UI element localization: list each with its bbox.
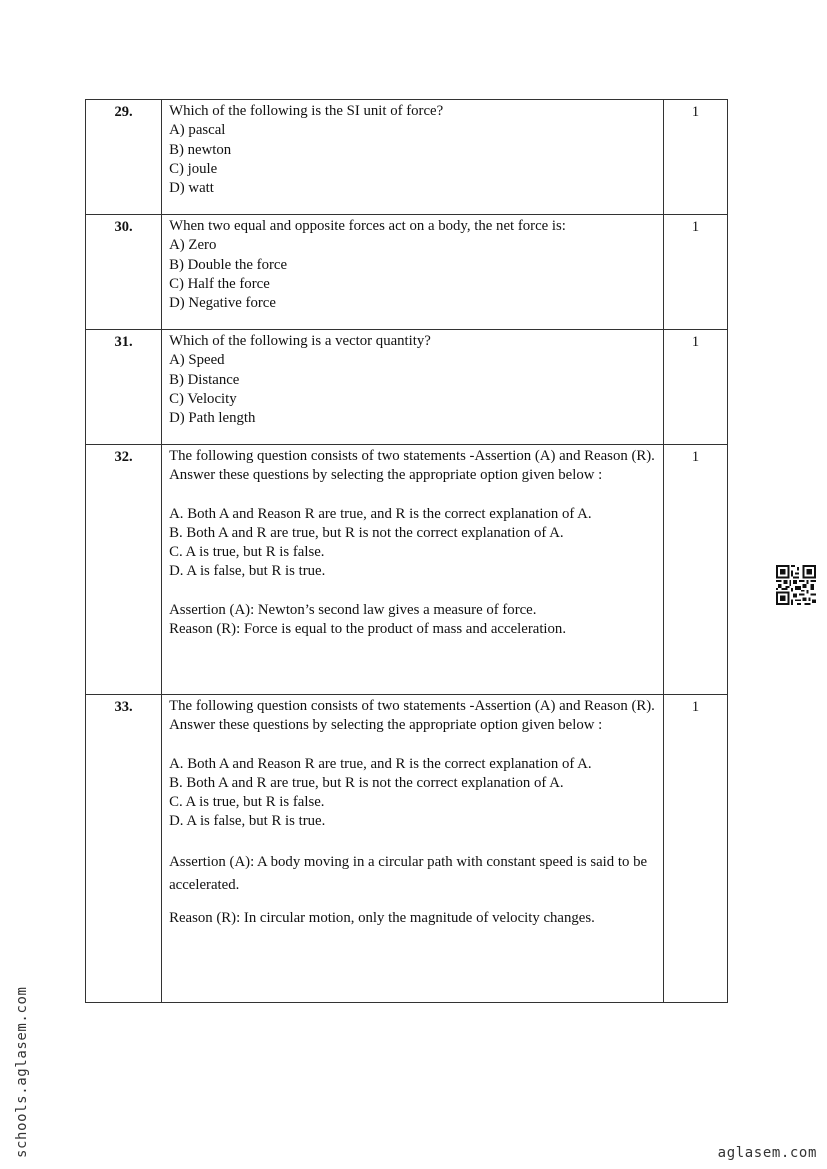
option-a: A) Speed: [169, 352, 225, 369]
option-d: D. A is false, but R is true.: [169, 563, 326, 580]
question-text: [162, 330, 664, 445]
question-row-33: [86, 695, 728, 1003]
question-marks: 1: [663, 445, 727, 695]
question-number: 32.: [86, 445, 162, 695]
option-c: C) joule: [169, 160, 218, 177]
question-row-32: [86, 445, 728, 695]
option-d: D) Path length: [169, 410, 256, 427]
question-marks: 1: [663, 100, 727, 215]
option-b: B. Both A and R are true, but R is not the correct explanation of A.: [169, 774, 564, 791]
question-text: [162, 695, 664, 1003]
question-intro: The following question consists of two statements -Assertion (A) and Reason (R). Answer these questions by selecting the appropriate option given below :: [169, 448, 655, 484]
option-c: C. A is true, but R is false.: [169, 544, 325, 561]
question-intro: The following question consists of two statements -Assertion (A) and Reason (R). Answer these questions by selecting the appropriate option given below :: [169, 698, 655, 734]
option-d: D. A is false, but R is true.: [169, 813, 326, 830]
question-stem: Which of the following is the SI unit of force?: [169, 103, 444, 119]
question-row-29: [86, 100, 728, 215]
option-a: A. Both A and Reason R are true, and R is the correct explanation of A.: [169, 505, 592, 522]
option-d: D) Negative force: [169, 295, 276, 312]
watermark-right: aglasem.com: [717, 1145, 817, 1161]
question-number: 30.: [86, 215, 162, 330]
question-text: [162, 215, 664, 330]
question-stem: When two equal and opposite forces act on a body, the net force is:: [169, 218, 566, 234]
question-stem: Which of the following is a vector quantity?: [169, 333, 431, 349]
option-d: D) watt: [169, 180, 214, 197]
option-b: B) Distance: [169, 371, 240, 388]
spacer: [169, 897, 657, 907]
question-number: 33.: [86, 695, 162, 1003]
option-c: C) Half the force: [169, 275, 270, 292]
option-c: C) Velocity: [169, 390, 237, 407]
question-row-30: [86, 215, 728, 330]
spacer: [169, 582, 657, 601]
question-text: [162, 100, 664, 215]
question-marks: 1: [663, 330, 727, 445]
reason: Reason (R): In circular motion, only the magnitude of velocity changes.: [169, 909, 595, 926]
option-a: A. Both A and Reason R are true, and R is the correct explanation of A.: [169, 755, 592, 772]
qr-code-icon: [776, 565, 816, 605]
question-marks: 1: [663, 695, 727, 1003]
watermark-left: schools.aglasem.com: [14, 986, 30, 1158]
option-b: B. Both A and R are true, but R is not the correct explanation of A.: [169, 524, 564, 541]
reason: Reason (R): Force is equal to the product of mass and acceleration.: [169, 621, 567, 638]
question-row-31: [86, 330, 728, 445]
question-text: [162, 445, 664, 695]
question-marks: 1: [663, 215, 727, 330]
option-a: A) Zero: [169, 237, 217, 254]
question-number: 31.: [86, 330, 162, 445]
option-b: B) Double the force: [169, 256, 288, 273]
assertion: Assertion (A): A body moving in a circular path with constant speed is said to be accelerated.: [169, 853, 648, 893]
question-number: 29.: [86, 100, 162, 215]
assertion: Assertion (A): Newton’s second law gives a measure of force.: [169, 601, 537, 618]
spacer: [169, 832, 657, 851]
question-table: [85, 99, 728, 1003]
option-c: C. A is true, but R is false.: [169, 794, 325, 811]
option-b: B) newton: [169, 141, 232, 158]
option-a: A) pascal: [169, 122, 226, 139]
spacer: [169, 486, 657, 505]
spacer: [169, 736, 657, 755]
